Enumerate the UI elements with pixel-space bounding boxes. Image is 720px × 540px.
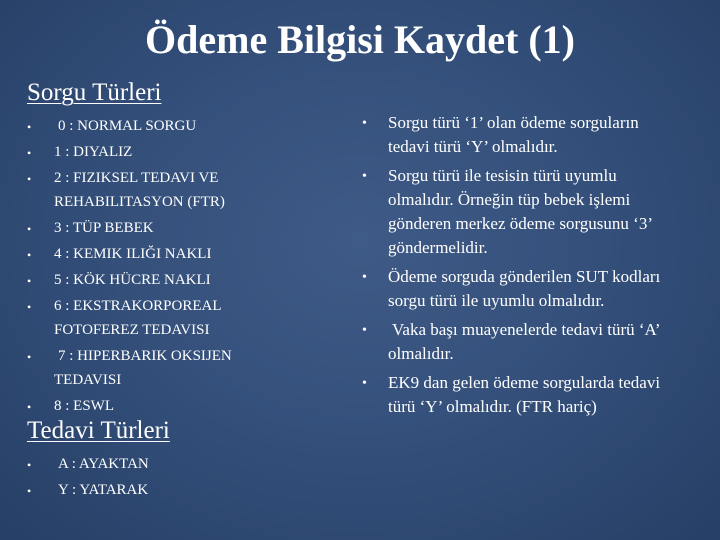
sorgu-turleri-list — [27, 114, 277, 420]
bullet-icon: • — [27, 400, 32, 414]
bullet-icon: • — [27, 120, 32, 134]
list-item — [362, 265, 662, 313]
tedavi-turleri-list — [27, 452, 277, 504]
bullet-icon: • — [27, 172, 32, 186]
rule-1: Sorgu türü ile tesisin türü uyumlu olmalıdır. Örneğin tüp bebek işlemi gönderen merkez ödeme sorgusunu ‘3’ göndermelidir. — [388, 166, 652, 257]
bullet-icon: • — [362, 169, 367, 184]
sorgu-item-7: 7 : HIPERBARIK OKSIJEN TEDAVISI — [54, 348, 232, 388]
list-item — [27, 394, 277, 418]
list-item — [27, 268, 277, 292]
sorgu-item-8: 8 : ESWL — [54, 398, 114, 414]
rule-0: Sorgu türü ‘1’ olan ödeme sorguların tedavi türü ‘Y’ olmalıdır. — [388, 113, 639, 156]
list-item — [27, 478, 277, 502]
bullet-icon: • — [27, 300, 32, 314]
bullet-icon: • — [27, 274, 32, 288]
list-item — [362, 371, 662, 419]
sorgu-item-4: 4 : KEMIK ILIĞI NAKLI — [54, 246, 212, 262]
rule-3: Vaka başı muayenelerde tedavi türü ‘A’ olmalıdır. — [388, 320, 660, 363]
sorgu-item-2: 2 : FIZIKSEL TEDAVI VE REHABILITASYON (FTR) — [54, 170, 225, 210]
list-item — [362, 164, 662, 260]
rule-2: Ödeme sorguda gönderilen SUT kodları sorgu türü ile uyumlu olmalıdır. — [388, 267, 661, 310]
list-item — [27, 294, 277, 342]
list-item — [362, 111, 662, 159]
list-item — [27, 166, 277, 214]
sorgu-item-5: 5 : KÖK HÜCRE NAKLI — [54, 272, 211, 288]
bullet-icon: • — [27, 484, 32, 498]
sorgu-item-0: 0 : NORMAL SORGU — [58, 118, 197, 134]
list-item — [27, 114, 277, 138]
tedavi-turleri-heading: Tedavi Türleri — [27, 417, 170, 444]
tedavi-item-1: Y : YATARAK — [58, 482, 149, 498]
bullet-icon: • — [362, 376, 367, 391]
bullet-icon: • — [362, 323, 367, 338]
list-item — [27, 216, 277, 240]
list-item — [27, 344, 277, 392]
bullet-icon: • — [362, 116, 367, 131]
bullet-icon: • — [27, 146, 32, 160]
list-item — [27, 452, 277, 476]
list-item — [362, 318, 662, 366]
tedavi-item-0: A : AYAKTAN — [58, 456, 149, 472]
bullet-icon: • — [27, 222, 32, 236]
list-item — [27, 242, 277, 266]
rule-4: EK9 dan gelen ödeme sorgularda tedavi türü ‘Y’ olmalıdır. (FTR hariç) — [388, 373, 661, 416]
rules-list — [362, 111, 662, 424]
bullet-icon: • — [27, 248, 32, 262]
bullet-icon: • — [27, 350, 32, 364]
sorgu-item-1: 1 : DIYALIZ — [54, 144, 133, 160]
bullet-icon: • — [27, 458, 32, 472]
bullet-icon: • — [362, 270, 367, 285]
sorgu-item-6: 6 : EKSTRAKORPOREAL FOTOFEREZ TEDAVISI — [54, 298, 221, 338]
sorgu-turleri-heading: Sorgu Türleri — [27, 79, 162, 106]
slide-title: Ödeme Bilgisi Kaydet (1) — [145, 17, 575, 62]
list-item — [27, 140, 277, 164]
sorgu-item-3: 3 : TÜP BEBEK — [54, 220, 154, 236]
